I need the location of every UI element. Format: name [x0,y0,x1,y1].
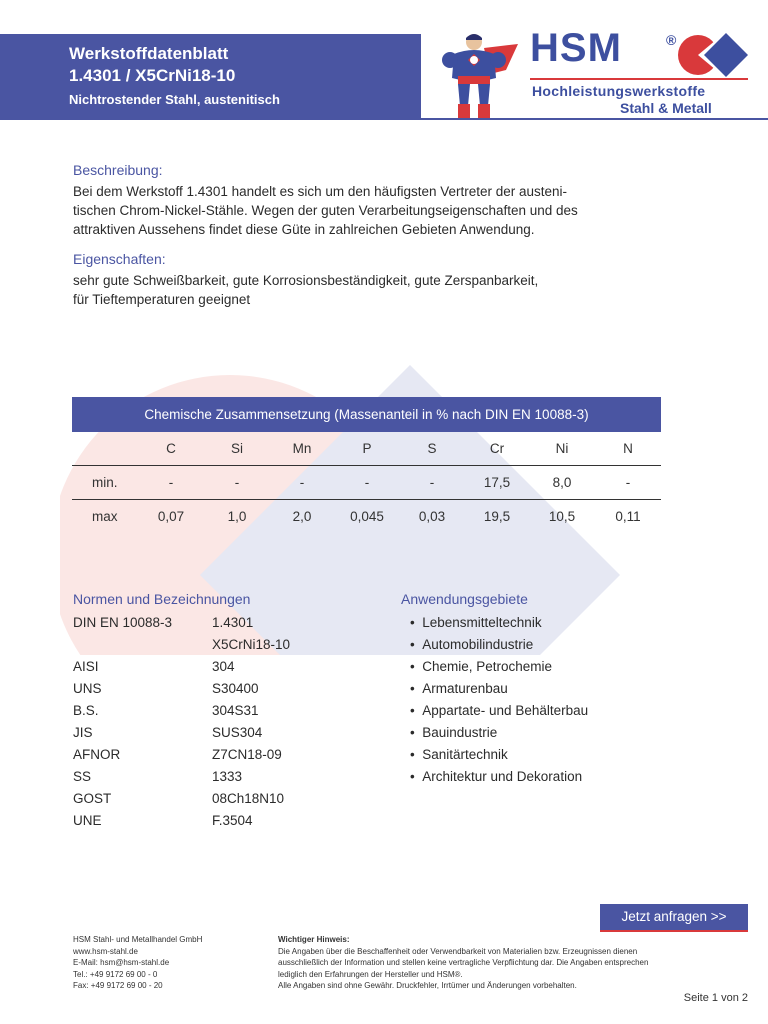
norm-key: B.S. [73,703,99,718]
column-header: S [427,441,437,456]
bullet: • [410,747,415,762]
table-cell: 8,0 [552,475,572,490]
norm-value: 08Ch18N10 [212,791,285,806]
norm-key: UNE [73,813,102,828]
table-header-row [72,432,661,466]
brand-name: HSM [530,26,622,70]
norm-key: AISI [73,659,99,674]
list-item [410,659,552,674]
application-label: Bauindustrie [422,725,498,740]
norm-key: SS [73,769,92,784]
norm-value: F.3504 [212,813,253,828]
norm-value: 1.4301 [212,615,254,630]
table-cell: - [168,475,174,490]
bullet: • [410,637,415,652]
list-item [410,769,582,784]
list-item [410,703,588,718]
column-header: N [623,441,633,456]
norm-key: JIS [73,725,93,740]
application-label: Architektur und Dekoration [422,769,583,784]
properties-text [73,271,693,309]
logo-tagline: Hochleistungswerkstoffe [532,83,706,99]
document-title: Werkstoffdatenblatt [69,44,229,63]
table-cell: 0,045 [350,509,384,524]
properties-line: sehr gute Schweißbarkeit, gute Korrosionsbeständigkeit, gute Zerspanbarkeit, [73,273,539,288]
composition-table [72,397,661,534]
list-item [410,681,508,696]
norm-value: 304S31 [212,703,259,718]
brand-symbol-icon [678,32,750,78]
table-cell: 0,11 [615,509,641,524]
bullet: • [410,703,415,718]
column-header: Cr [489,441,505,456]
description-line: Bei dem Werkstoff 1.4301 handelt es sich um den häufigsten Vertreter der austeni- [73,184,568,199]
application-label: Sanitärtechnik [422,747,508,762]
list-item [410,637,533,652]
request-quote-button[interactable]: Jetzt anfragen >> [600,904,748,931]
application-label: Lebensmitteltechnik [422,615,542,630]
disclaimer-title: Wichtiger Hinweis: [278,935,350,944]
table-cell: - [429,475,435,490]
column-header: Ni [555,441,569,456]
norm-key: AFNOR [73,747,121,762]
application-label: Armaturenbau [422,681,508,696]
list-item [410,725,497,740]
table-row [72,466,661,500]
properties-label: Eigenschaften: [73,251,166,267]
disclaimer-line: Die Angaben über die Beschaffenheit oder Verwendbarkeit von Materialien bzw. Erzeugnissen dienen [278,946,638,956]
header-band [0,34,421,118]
page-number: Seite 1 von 2 [683,992,748,1004]
logo-tagline-sub: Stahl & Metall [620,100,712,116]
button-underline [600,930,748,932]
column-header: Si [230,441,243,456]
table-cell: 0,03 [418,509,446,524]
table-cell: 19,5 [483,509,511,524]
composition-table-title: Chemische Zusammensetzung (Massenanteil in % nach DIN EN 10088-3) [72,397,661,432]
material-subtitle: Nichtrostender Stahl, austenitisch [69,92,280,107]
footer-disclaimer [278,934,748,992]
norm-key: GOST [73,791,112,806]
description-line: attraktiven Aussehens findet diese Güte in zahlreichen Gebieten Anwendung. [73,222,535,237]
bullet: • [410,725,415,740]
table-cell: - [234,475,240,490]
table-cell: 17,5 [483,475,511,490]
registered-mark: ® [666,32,677,48]
norms-heading: Normen und Bezeichnungen [73,591,251,607]
table-cell: - [299,475,305,490]
norm-value: Z7CN18-09 [212,747,282,762]
application-label: Appartate- und Behälterbau [422,703,589,718]
bullet: • [410,769,415,784]
application-label: Automobilindustrie [422,637,534,652]
table-row [72,500,661,534]
table-cell: - [364,475,370,490]
list-item [410,747,508,762]
application-label: Chemie, Petrochemie [422,659,553,674]
bullet: • [410,659,415,674]
norm-value: 304 [212,659,235,674]
description-label: Beschreibung: [73,162,163,178]
website-link[interactable]: www.hsm-stahl.de [73,946,138,956]
table-cell: 0,07 [157,509,185,524]
table-cell: - [625,475,631,490]
superhero-mascot-icon [440,30,520,122]
norm-value: 1333 [212,769,243,784]
table-cell: 2,0 [292,509,312,524]
description-text [73,182,693,239]
logo-underline [530,78,748,80]
disclaimer-line: lediglich den Erfahrungen der Hersteller und HSM®. [278,969,463,979]
column-header: Mn [292,441,312,456]
description-line: tischen Chrom-Nickel-Stähle. Wegen der guten Verarbeitungseigenschaften und des [73,203,578,218]
table-cell: 10,5 [548,509,576,524]
norm-key: UNS [73,681,102,696]
norm-key: DIN EN 10088-3 [73,615,173,630]
norm-value: S30400 [212,681,259,696]
hsm-logo [440,26,760,122]
row-label: min. [92,475,118,490]
disclaimer-line: Alle Angaben sind ohne Gewähr. Druckfehler, Irrtümer und Änderungen vorbehalten. [278,981,577,990]
table-cell: 1,0 [227,509,247,524]
bullet: • [410,681,415,696]
fax-number: Fax: +49 9172 69 00 - 20 [73,981,163,990]
column-header: P [362,441,372,456]
bullet: • [410,615,415,630]
company-name: HSM Stahl- und Metallhandel GmbH [73,935,203,944]
norm-value: X5CrNi18-10 [212,637,291,652]
applications-heading: Anwendungsgebiete [401,591,528,607]
list-item [410,615,542,630]
material-designation: 1.4301 / X5CrNi18-10 [69,66,236,85]
footer-company-info [73,934,202,992]
norm-value: SUS304 [212,725,263,740]
disclaimer-line: ausschließlich der Information und stellen keine vertragliche Verpflichtung dar. Die Angaben entsprechen [278,958,649,967]
row-label: max [92,509,118,524]
email-link[interactable]: E-Mail: hsm@hsm-stahl.de [73,958,170,967]
properties-line: für Tieftemperaturen geeignet [73,292,251,307]
column-header: C [166,441,176,456]
phone-number: Tel.: +49 9172 69 00 - 0 [73,969,158,979]
